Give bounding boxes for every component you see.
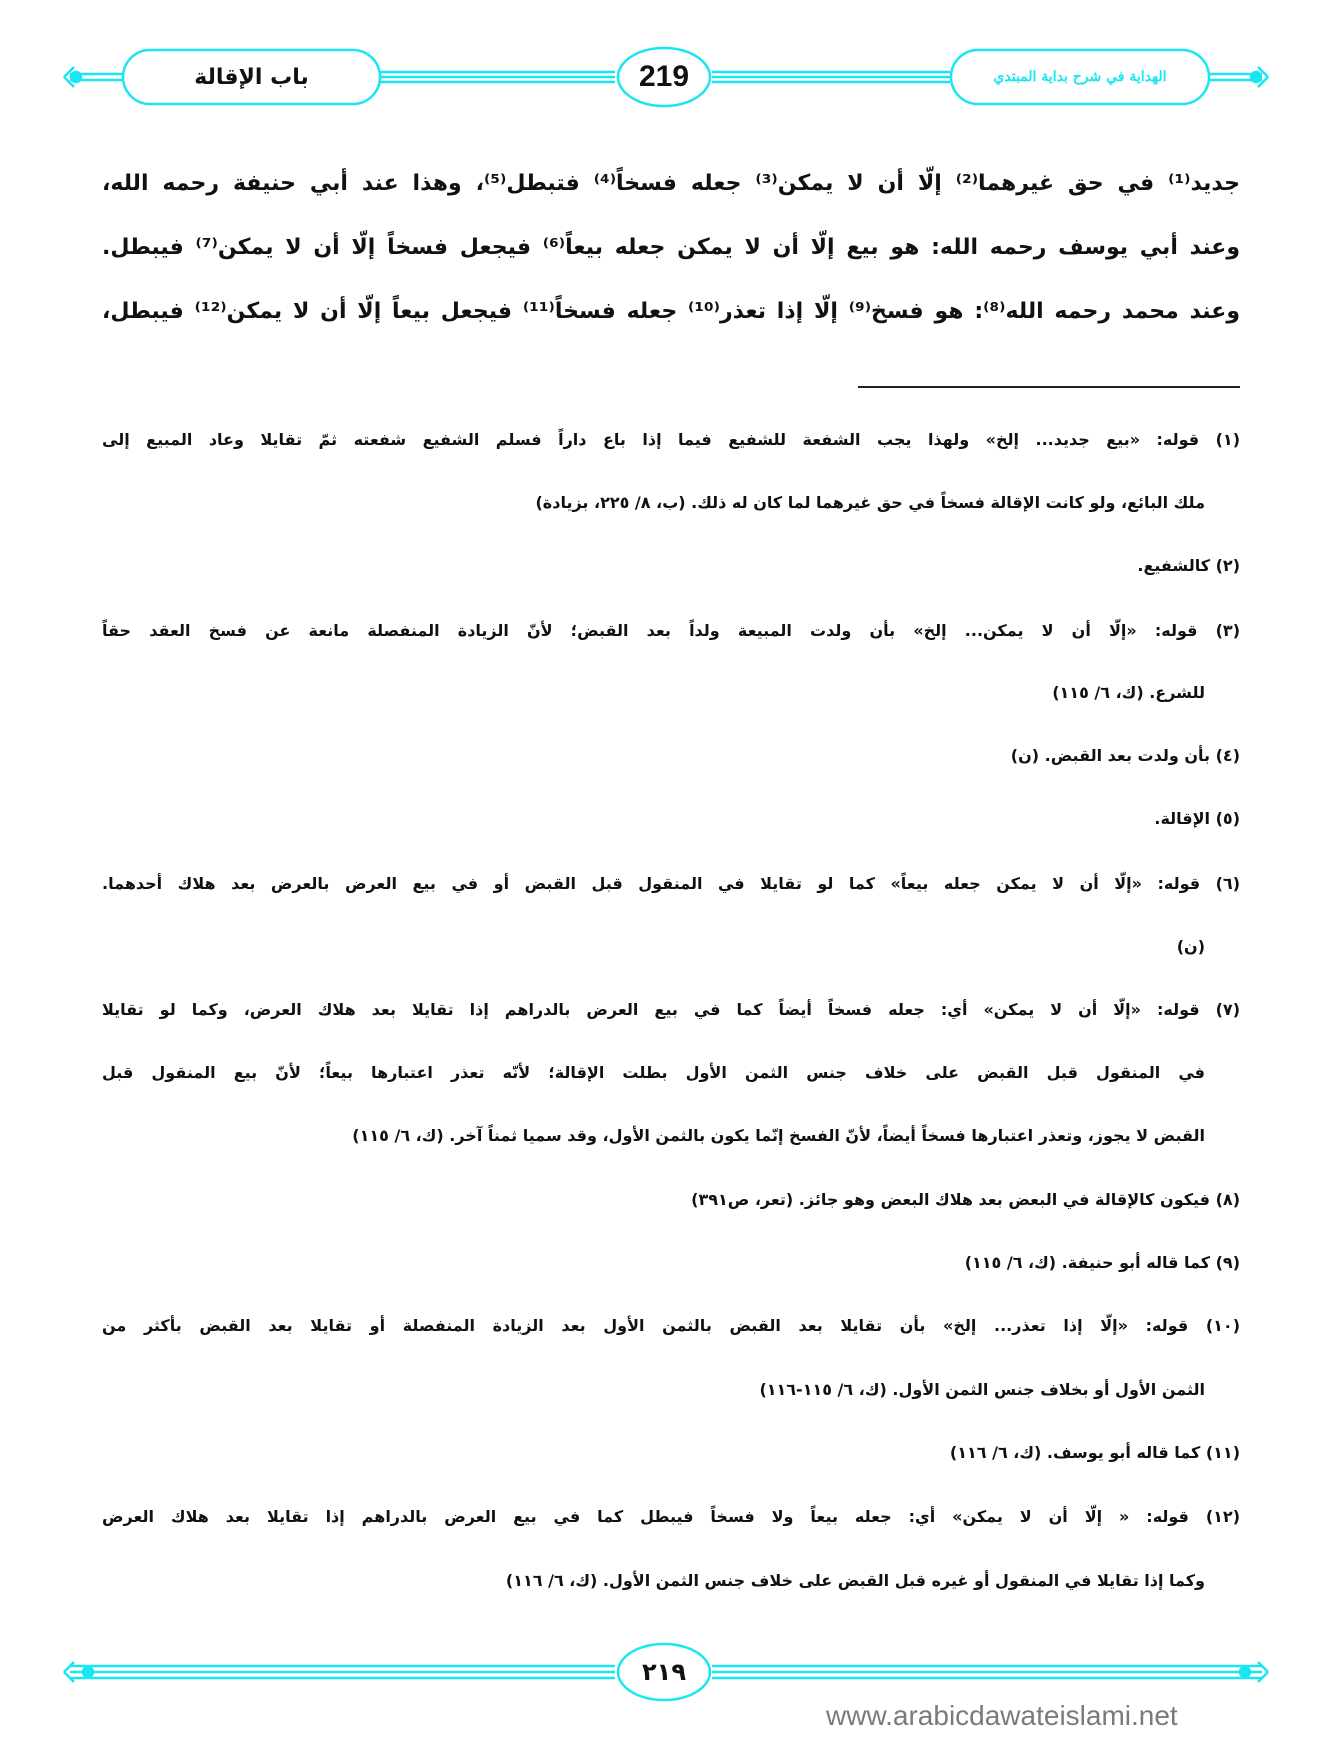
book-title-logo: الهداية في شرح بداية المبتدي	[993, 69, 1167, 85]
footnote-line: (٤) بأن ولدت بعد القبض. (ن)	[1010, 746, 1240, 765]
footnote-line: الثمن الأول أو بخلاف جنس الثمن الأول. (ك، ٦/ ١١٥-١١٦)	[759, 1380, 1205, 1399]
footnote-line: في المنقول قبل القبض على خلاف جنس الثمن الأول بطلت الإقالة؛ لأنّه تعذر اعتبارها بيعاً؛ لأنّ بيع المنقول قبل	[102, 1063, 1205, 1082]
body-line: جديد⁽¹⁾ في حق غيرهما⁽²⁾ إلّا أن لا يمكن⁽³⁾ جعله فسخاً⁽⁴⁾ فتبطل⁽⁵⁾، وهذا عند أبي حنيفة رحمه الله،	[102, 171, 1240, 196]
footnote-line: (١٢) قوله: « إلّا أن لا يمكن» أي: جعله بيعاً ولا فسخاً فيبطل كما في بيع العرض بالدراهم إذا تقايلا بعد هلاك العرض	[102, 1507, 1240, 1526]
chapter-title: باب الإقالة	[194, 64, 309, 90]
footnote-line: (٣) قوله: «إلّا أن لا يمكن... إلخ» بأن ولدت المبيعة ولداً بعد القبض؛ لأنّ الزيادة المنفصلة مانعة عن فسخ العقد حقاً	[102, 621, 1240, 640]
website-url: www.arabicdawateislami.net	[826, 1700, 1178, 1731]
footnote-line: (٩) كما قاله أبو حنيفة. (ك، ٦/ ١١٥)	[964, 1253, 1240, 1272]
page-number-header: 219	[638, 60, 690, 93]
footnote-line: (٧) قوله: «إلّا أن لا يمكن» أي: جعله فسخاً أيضاً كما في بيع العرض بالدراهم إذا تقايلا بعد هلاك العرض، وكما لو تقايلا	[102, 1000, 1240, 1019]
footnote-line: (١٠) قوله: «إلّا إذا تعذر... إلخ» بأن تقايلا بعد القبض بالثمن الأول بعد الزيادة المنفصلة أو تقايلا بعد القبض بأكثر من	[102, 1316, 1240, 1335]
footnote-line: وكما إذا تقايلا في المنقول أو غيره قبل القبض على خلاف جنس الثمن الأول. (ك، ٦/ ١١٦)	[505, 1571, 1205, 1590]
footnote-line: للشرع. (ك، ٦/ ١١٥)	[1052, 683, 1205, 702]
footnote-line: (ن)	[1176, 937, 1205, 956]
footnote-line: القبض لا يجوز، وتعذر اعتبارها فسخاً أيضاً، لأنّ الفسخ إنّما يكون بالثمن الأول، وقد سميا ثمناً آخر. (ك، ٦/ ١١٥)	[352, 1126, 1205, 1145]
footnote-line: (٥) الإقالة.	[1154, 809, 1240, 828]
page-number-footer: ٢١٩	[642, 1658, 686, 1686]
footnote-line: (١) قوله: «بيع جديد... إلخ» ولهذا يجب الشفعة للشفيع فيما إذا باع داراً فسلم الشفيع شفعته ثمّ تقايلا وعاد المبيع إلى	[102, 430, 1240, 449]
footnote-line: (١١) كما قاله أبو يوسف. (ك، ٦/ ١١٦)	[949, 1443, 1240, 1462]
footnote-line: ملك البائع، ولو كانت الإقالة فسخاً في حق غيرهما لما كان له ذلك. (ب، ٨/ ٢٢٥، بزيادة)	[535, 493, 1205, 512]
footnote-separator	[858, 386, 1240, 388]
footnote-line: (٦) قوله: «إلّا أن لا يمكن جعله بيعاً» كما لو تقايلا في المنقول قبل القبض أو في بيع العرض بالعرض بعد هلاك أحدهما.	[102, 874, 1240, 893]
body-line: وعند محمد رحمه الله⁽⁸⁾: هو فسخ⁽⁹⁾ إلّا إذا تعذر⁽¹⁰⁾ جعله فسخاً⁽¹¹⁾ فيجعل بيعاً إلّا أن لا يمكن⁽¹²⁾ فيبطل،	[102, 299, 1240, 324]
body-line: وعند أبي يوسف رحمه الله: هو بيع إلّا أن لا يمكن جعله بيعاً⁽⁶⁾ فيجعل فسخاً إلّا أن لا يمكن⁽⁷⁾ فيبطل.	[102, 235, 1240, 260]
footnote-line: (٨) فيكون كالإقالة في البعض بعد هلاك البعض وهو جائز. (تعر، ص٣٩١)	[691, 1190, 1240, 1209]
footnote-line: (٢) كالشفيع.	[1137, 556, 1240, 575]
